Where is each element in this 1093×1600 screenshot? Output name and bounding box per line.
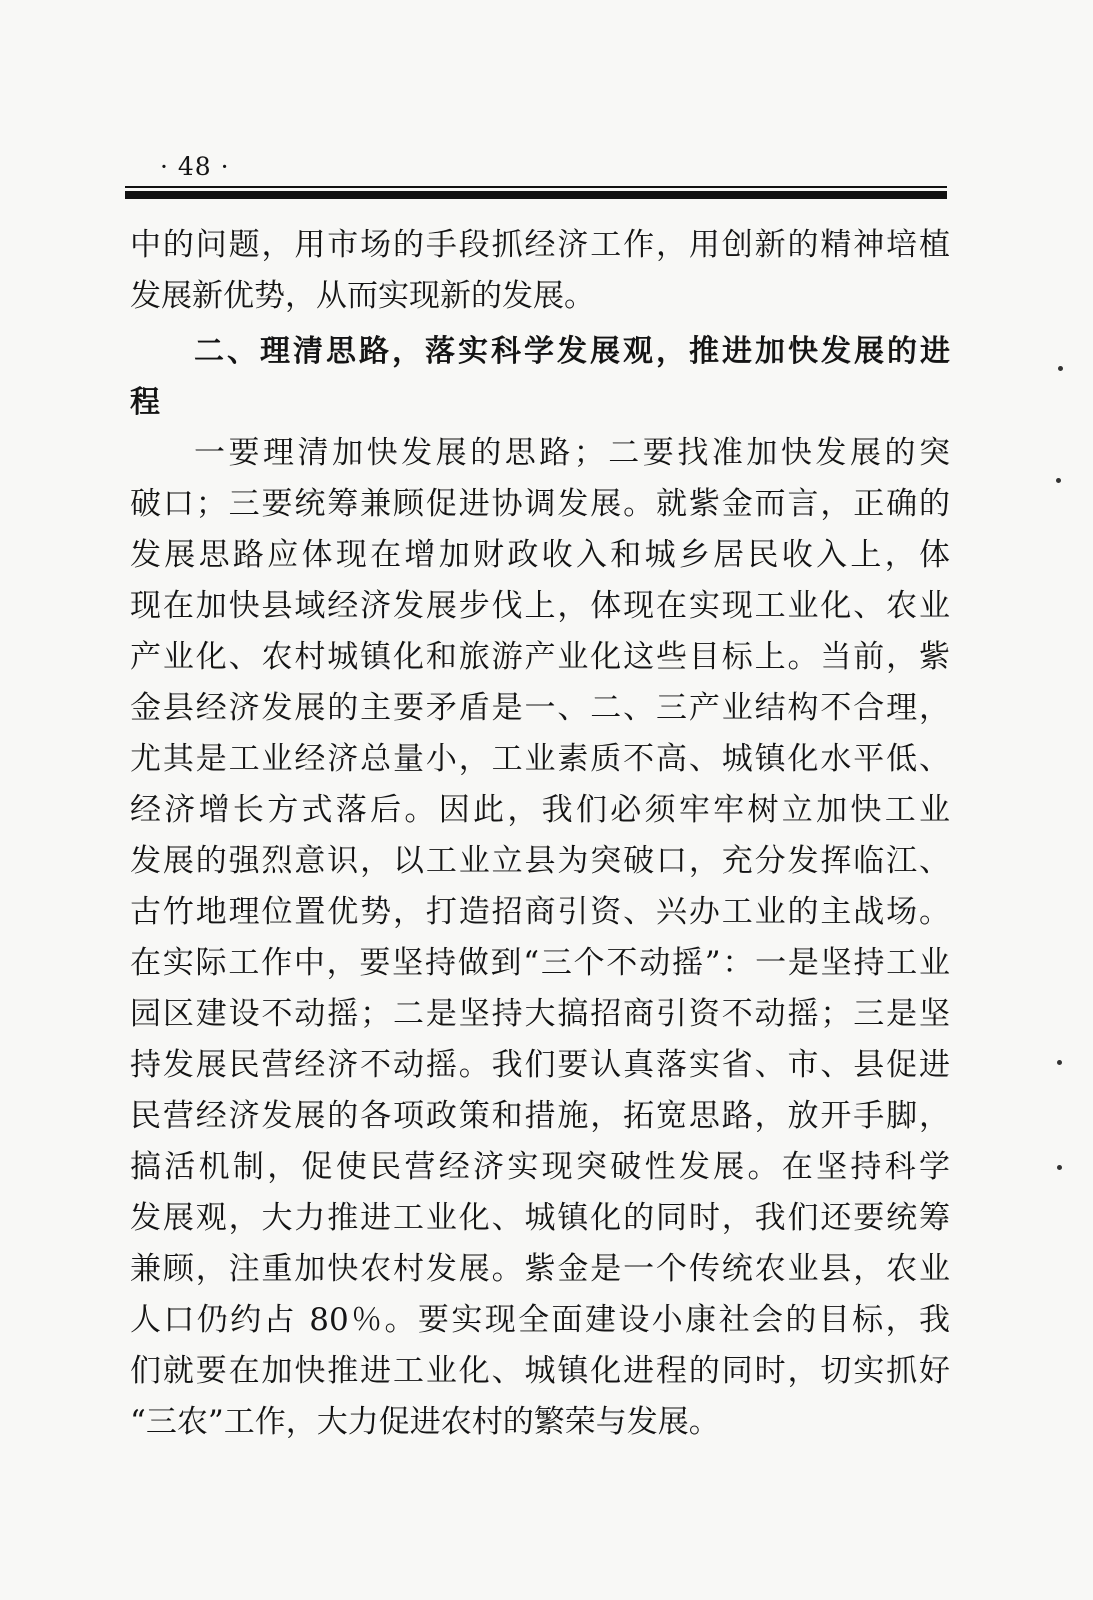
paragraph-line: “三农”工作，大力促进农村的繁荣与发展。 xyxy=(130,1404,720,1440)
scan-speck xyxy=(1058,366,1063,371)
paragraph-line: 园区建设不动摇；二是坚持大搞招商引资不动摇；三是坚 xyxy=(130,996,950,1032)
text-line: 发展新优势，从而实现新的发展。 xyxy=(130,278,595,314)
page-number: · 48 · xyxy=(160,152,230,181)
paragraph-line: 产业化、农村城镇化和旅游产业化这些目标上。当前，紫 xyxy=(130,639,950,675)
body-text xyxy=(130,220,950,1448)
section-heading: 程 xyxy=(130,385,160,420)
paragraph-line: 民营经济发展的各项政策和措施，拓宽思路，放开手脚， xyxy=(130,1098,950,1134)
header-rule-thin xyxy=(125,186,947,188)
section-heading: 二、理清思路，落实科学发展观，推进加快发展的进 xyxy=(194,334,950,369)
paragraph-line: 发展观，大力推进工业化、城镇化的同时，我们还要统筹 xyxy=(130,1200,950,1236)
paragraph-line: 发展思路应体现在增加财政收入和城乡居民收入上，体 xyxy=(130,537,950,573)
header-rule-thick xyxy=(125,191,947,199)
scan-speck xyxy=(1057,1165,1062,1170)
paragraph-line: 持发展民营经济不动摇。我们要认真落实省、市、县促进 xyxy=(130,1047,950,1083)
paragraph-line: 金县经济发展的主要矛盾是一、二、三产业结构不合理， xyxy=(130,690,950,726)
paragraph-line: 一要理清加快发展的思路；二要找准加快发展的突 xyxy=(194,435,950,471)
paragraph-line: 兼顾，注重加快农村发展。紫金是一个传统农业县，农业 xyxy=(130,1251,950,1287)
paragraph-line: 古竹地理位置优势，打造招商引资、兴办工业的主战场。 xyxy=(130,894,950,930)
paragraph-line: 们就要在加快推进工业化、城镇化进程的同时，切实抓好 xyxy=(130,1353,950,1389)
scan-speck xyxy=(1057,1060,1062,1065)
paragraph-line: 发展的强烈意识，以工业立县为突破口，充分发挥临江、 xyxy=(130,843,950,879)
paragraph-line: 人口仍约占 80％。要实现全面建设小康社会的目标，我 xyxy=(130,1302,950,1338)
paragraph-line: 破口；三要统筹兼顾促进协调发展。就紫金而言，正确的 xyxy=(130,486,950,522)
paragraph-line: 经济增长方式落后。因此，我们必须牢牢树立加快工业 xyxy=(130,792,950,828)
paragraph-line: 尤其是工业经济总量小，工业素质不高、城镇化水平低、 xyxy=(130,741,950,777)
scan-speck xyxy=(1056,478,1061,483)
paragraph-line: 搞活机制，促使民营经济实现突破性发展。在坚持科学 xyxy=(130,1149,950,1185)
paragraph-line: 现在加快县域经济发展步伐上，体现在实现工业化、农业 xyxy=(130,588,950,624)
text-line: 中的问题，用市场的手段抓经济工作，用创新的精神培植 xyxy=(130,227,950,263)
paragraph-line: 在实际工作中，要坚持做到“三个不动摇”：一是坚持工业 xyxy=(130,945,950,981)
